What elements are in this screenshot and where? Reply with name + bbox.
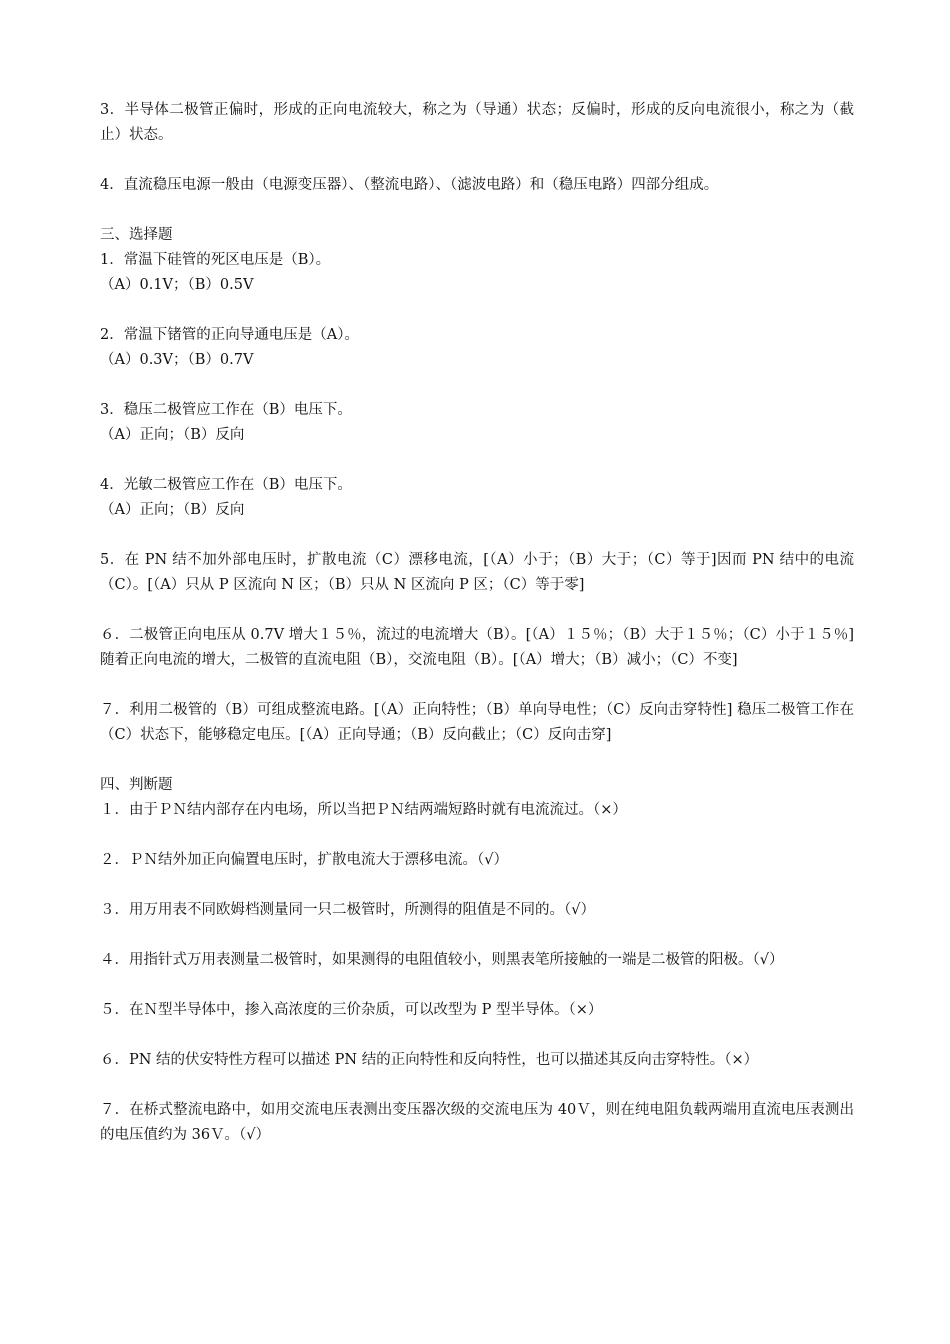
judge-item-3: ３．用万用表不同欧姆档测量同一只二极管时，所测得的阻值是不同的。（√）	[100, 902, 595, 918]
choice-question-4: 4．光敏二极管应工作在（B）电压下。	[100, 477, 352, 493]
judge-item-6: ６．PN 结的伏安特性方程可以描述 PN 结的正向特性和反向特性，也可以描述其反向击穿特性。（×）	[100, 1052, 759, 1068]
judge-item-4: ４．用指针式万用表测量二极管时，如果测得的电阻值较小，则黑表笔所接触的一端是二极管的阳极。（√）	[100, 952, 784, 968]
choice-question-7: ７．利用二极管的（B）可组成整流电路。[（A）正向特性；（B）单向导电性；（C）反向击穿特性] 稳压二极管工作在（C）状态下，能够稳定电压。[（A）正向导通；（B）反向截止；（C）反向击穿]	[100, 702, 854, 743]
choice-question-3: 3．稳压二极管应工作在（B）电压下。	[100, 402, 352, 418]
choice-options-2: （A）0.3V；（B）0.7V	[100, 352, 254, 368]
judge-item-2: ２．ＰＮ结外加正向偏置电压时，扩散电流大于漂移电流。（√）	[100, 852, 508, 868]
choice-question-5: 5．在 PN 结不加外部电压时，扩散电流（C）漂移电流，[（A）小于；（B）大于；（C）等于]因而 PN 结中的电流（C）。[（A）只从 P 区流向 N 区；（B）只从 N 区流向 P 区；（C）等于零]	[100, 552, 854, 593]
judge-item-7: ７．在桥式整流电路中，如用交流电压表测出变压器次级的交流电压为 40Ｖ，则在纯电阻负载两端用直流电压表测出的电压值约为 36Ｖ。（√）	[100, 1102, 854, 1143]
choice-question-6: ６．二极管正向电压从 0.7V 增大１５％，流过的电流增大（B）。[（A）１５％；（B）大于１５％；（C）小于１５％] 随着正向电流的增大，二极管的直流电阻（B），交流电阻（B）。[（A）增大；（B）减小；（C）不变]	[100, 627, 854, 668]
choice-question-2: 2．常温下锗管的正向导通电压是（A）。	[100, 327, 359, 343]
choice-options-3: （A）正向；（B）反向	[100, 427, 245, 443]
choice-section-heading: 三、选择题	[100, 227, 173, 243]
choice-options-4: （A）正向；（B）反向	[100, 502, 245, 518]
choice-question-1: 1．常温下硅管的死区电压是（B）。	[100, 252, 331, 268]
document-page	[100, 98, 854, 1148]
choice-options-1: （A）0.1V；（B）0.5V	[100, 277, 254, 293]
fill-blank-item-4: 4．直流稳压电源一般由（电源变压器）、（整流电路）、（滤波电路）和（稳压电路）四部分组成。	[100, 177, 719, 193]
judge-item-5: ５．在Ｎ型半导体中，掺入高浓度的三价杂质，可以改型为 P 型半导体。（×）	[100, 1002, 603, 1018]
fill-blank-item-3: 3．半导体二极管正偏时，形成的正向电流较大，称之为（导通）状态；反偏时，形成的反向电流很小，称之为（截止）状态。	[100, 102, 854, 143]
judge-section-heading: 四、判断题	[100, 777, 173, 793]
judge-item-1: １．由于ＰＮ结内部存在内电场，所以当把ＰＮ结两端短路时就有电流流过。（×）	[100, 802, 627, 818]
